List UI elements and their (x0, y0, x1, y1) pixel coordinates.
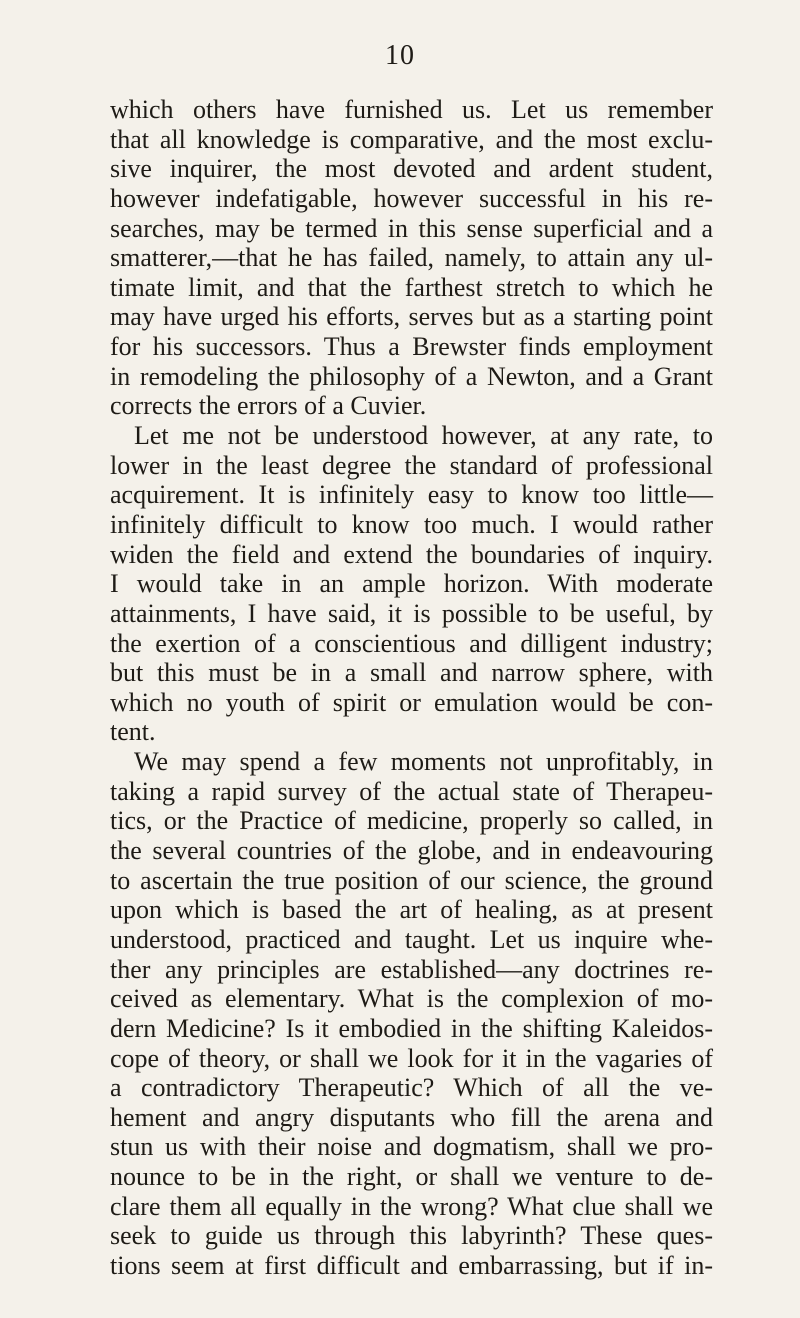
text-line: I would take in an ample horizon. With moderate (110, 569, 713, 599)
text-line: for his successors. Thus a Brewster finds employment (110, 332, 713, 362)
text-line: tics, or the Practice of medicine, properly so called, in (110, 806, 713, 836)
text-line: in remodeling the philosophy of a Newton, and a Grant (110, 361, 713, 391)
body-text (110, 95, 713, 1281)
text-line: corrects the errors of a Cuvier. (110, 391, 427, 421)
text-line: to ascertain the true position of our science, the ground (110, 865, 713, 895)
text-line: that all knowledge is comparative, and the most exclu- (110, 124, 713, 154)
text-line: a contradictory Therapeutic? Which of all the ve- (110, 1073, 713, 1103)
text-line: nounce to be in the right, or shall we venture to de- (110, 1162, 713, 1192)
text-line: sive inquirer, the most devoted and ardent student, (110, 154, 713, 184)
text-line: taking a rapid survey of the actual state of Therapeu- (110, 776, 713, 806)
text-line: upon which is based the art of healing, as at present (110, 895, 713, 925)
text-line: understood, practiced and taught. Let us inquire whe- (110, 924, 713, 954)
text-line: ther any principles are established—any doctrines re- (110, 954, 713, 984)
text-line: acquirement. It is infinitely easy to know too little— (110, 480, 713, 510)
text-line: widen the field and extend the boundaries of inquiry. (110, 539, 713, 569)
text-line: but this must be in a small and narrow sphere, with (110, 658, 713, 688)
text-line: stun us with their noise and dogmatism, shall we pro- (110, 1132, 713, 1162)
text-line: hement and angry disputants who fill the arena and (110, 1102, 713, 1132)
text-line: tions seem at first difficult and embarrassing, but if in- (110, 1250, 713, 1280)
text-line: which others have furnished us. Let us remember (110, 95, 713, 124)
text-line: the exertion of a conscientious and dilligent industry; (110, 628, 713, 658)
text-line: timate limit, and that the farthest stretch to which he (110, 272, 713, 302)
text-line: We may spend a few moments not unprofitably, in (134, 747, 713, 777)
text-line: clare them all equally in the wrong? What clue shall we (110, 1191, 713, 1221)
text-line: lower in the least degree the standard of professional (110, 450, 713, 480)
text-line: however indefatigable, however successful in his re- (110, 183, 713, 213)
text-line: infinitely difficult to know too much. I would rather (110, 509, 713, 539)
text-line: cope of theory, or shall we look for it in the vagaries of (110, 1043, 713, 1073)
text-line: attainments, I have said, it is possible to be useful, by (110, 598, 713, 628)
text-line: tent. (110, 717, 156, 747)
text-line: the several countries of the globe, and in endeavouring (110, 836, 713, 866)
text-line: searches, may be termed in this sense superficial and a (110, 213, 713, 243)
text-line: ceived as elementary. What is the complexion of mo- (110, 984, 713, 1014)
text-line: dern Medicine? Is it embodied in the shifting Kaleidos- (110, 1013, 713, 1043)
text-line: Let me not be understood however, at any rate, to (134, 421, 713, 451)
text-line: seek to guide us through this labyrinth? These ques- (110, 1221, 713, 1251)
text-line: which no youth of spirit or emulation would be con- (110, 687, 713, 717)
text-line: may have urged his efforts, serves but as a starting point (110, 302, 713, 332)
text-line: smatterer,—that he has failed, namely, to attain any ul- (110, 243, 713, 273)
page-number: 10 (385, 40, 415, 71)
